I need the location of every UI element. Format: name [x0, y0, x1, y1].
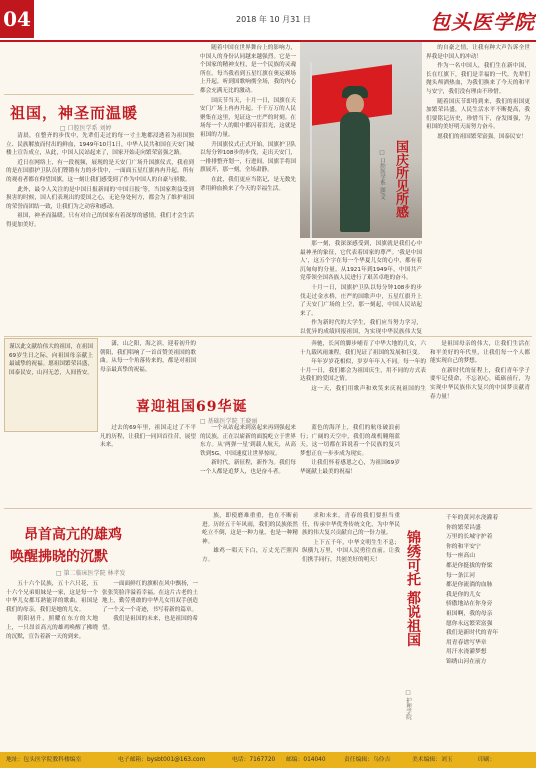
poem-line: 都是你流淌的血脉 — [446, 582, 493, 589]
article1-col2 — [200, 44, 296, 334]
article2-col2 — [200, 424, 296, 504]
intro-box — [4, 338, 98, 432]
intro-box-text: 谨以此文献给伟大的祖国，在祖国69岁生日之际，向祖国母亲献上最诚挚的祝福。愿祖国繁荣昌盛，国泰民安，山河无恙，人间皆安。 — [9, 344, 93, 376]
paragraph: 在新时代的征程上，我们青年学子要牢记使命，不忘初心，砥砺前行，为实现中华民族伟大复兴的中国梦贡献青春力量！ — [430, 367, 530, 400]
poem-line: 骄傲地站在你身旁 — [446, 601, 493, 608]
poem-line: 千年的黄河水浇灌着 — [446, 515, 499, 521]
poem-line: 每一座高山 — [446, 553, 475, 560]
article1-col3 — [300, 240, 422, 334]
article2-title: 喜迎祖国69华诞 — [136, 399, 248, 415]
poem-line: 锦绣山河在前方 — [446, 658, 487, 665]
paragraph: 过去的69年里，祖国走过了不平凡的历程，让我们一同回首往昔，展望未来。 — [100, 425, 196, 449]
paragraph: 五十六个民族，五十六只花，五十六个兄弟姐妹是一家，这是每一个中华儿女都耳熟能详的歌曲。祖国是我们的母亲，我们是她的儿女。 — [6, 581, 98, 613]
paragraph: 一面面鲜红的旗帜在风中飘扬，一张张笑脸洋溢着幸福。在这片古老的土地上，勤劳勇敢的中华儿女用双手创造了一个又一个奇迹，书写着新的篇章。 — [102, 581, 198, 613]
article1-col1 — [6, 132, 194, 332]
paragraph: 愿我们的祖国繁荣富强，国泰民安！ — [437, 133, 527, 140]
article1-title: 祖国，神圣而温暖 — [10, 104, 139, 122]
paragraph: 新时代，新征程，新作为。我们每一个人都是追梦人，也是奋斗者。 — [200, 460, 296, 475]
paragraph: 是祖国母亲的伟大，让我们生活在和平美好的年代里，让我们每一个人都能实现自己的梦想。 — [430, 341, 530, 365]
poem-line: 你的繁荣昌盛 — [446, 524, 481, 531]
article3-col1 — [6, 580, 98, 748]
poem-line: 我是你的儿女 — [446, 591, 481, 598]
paragraph: 族，即使磨难重重，也在不断前进。历经五千年风雨，我们的民族依然屹立不倒，这是一种力量，也是一种精神。 — [202, 513, 298, 545]
paragraph: 潇，山之阳，海之滨，迎着初升的朝阳，我们唱响了一首首赞美祖国的歌曲。从每一个角落传来的，都是对祖国母亲最真挚的祝福。 — [100, 341, 196, 373]
poem-line: 用青春谱写华章 — [446, 639, 487, 646]
article3-title-line2: 唤醒拂晓的沉默 — [10, 549, 108, 565]
paragraph: 让我们怀着感恩之心，为祖国69岁华诞献上最美的祝福！ — [300, 460, 400, 475]
divider — [4, 94, 194, 95]
poem-line: 每一条江河 — [446, 572, 475, 579]
poem-line: 你的和平安宁 — [446, 543, 481, 550]
article3-byline: □ 第二临床医学院 林孝发 — [56, 570, 126, 577]
article3-col2 — [102, 580, 198, 748]
paragraph: 随着中国在世界舞台上的影响力，中国人的身份认同越来越强烈。它是一个国家的精神支柱，是一个民族的灵魂所在。每当我看到五星红旗在奥运赛场上升起，听到国歌响彻全场，我的内心都会充满无比的激动。 — [200, 45, 296, 94]
paragraph: 此外，最令人关注的是中国日报新闻的‘中国日报’等，当国家利益受到损害的时候，国人们表现出的爱国之心，无论身处何方，都会为了维护祖国的荣誉而团结一致，让我们为之动容和感动。 — [6, 186, 194, 210]
paragraph: 升国旗仪式正式开始，国旗护卫队以每分钟108步的步伐，走出天安门，一排排整齐划一，行进间，国旗手将国旗展开，那一刻，全场肃静。 — [200, 141, 296, 174]
footer-art-editor: 美术编辑：刘玉 — [412, 757, 453, 763]
article1-byline: □ 口腔医学系 刘婷 — [60, 125, 112, 132]
photo-credit: □ 口腔医学系 图/文 — [379, 150, 385, 200]
article2-col3 — [300, 424, 400, 504]
photo-title: 国庆所见所感 — [393, 140, 408, 218]
article3-col4 — [302, 512, 400, 748]
poem-byline: □ 护理学院 — [405, 690, 411, 720]
issue-date: 2018 年 10 月31 日 — [236, 15, 311, 24]
paragraph: 这一天，我们用歌声和欢笑来庆祝祖国的生 — [311, 385, 426, 392]
paragraph: 祖国，神圣而温暖。只有对自己的国家有着深厚的感情，我们才会生活得更加美好。 — [6, 213, 194, 228]
paragraph: 求和未来。青春的我们要担当重任，传承中华优秀传统文化，为中华民族的伟大复兴贡献自己的一份力量。 — [302, 513, 400, 537]
footer-phone: 电话：7167720 — [232, 757, 276, 763]
section-divider — [4, 508, 532, 509]
poem-line: 我们是新时代的青年 — [446, 630, 499, 637]
paragraph: 朝阳初升，照耀在东方的大地上，一只昂首高亢的雄鸡唤醒了拂晓的沉默，宣告着新一天的到来。 — [6, 616, 98, 640]
paragraph: 清晨，在整齐的步伐中，先辈们走过的每一寸土地都浸透着为祖国独立、民族解放而付出的鲜血，1949年10月1日，中华人民共和国在天安门城楼上宣告成立，从此，中国人民站起来了，国家开始走向繁荣富强之路。 — [6, 133, 194, 157]
poem-line: 愿你永远繁荣富强 — [446, 620, 493, 627]
footer-postcode: 邮编：014040 — [286, 757, 326, 763]
guard-head — [346, 94, 364, 114]
paragraph: 作为新时代的大学生，我们应当努力学习，以优异的成绩回报祖国，为实现中华民族伟大复 — [300, 320, 422, 334]
paragraph: 国庆节当天，十月一日，国旗在天安门广场上冉冉升起。千千万万的人民聚集在这里，见证这一庄严的时刻。在场每一个人的眼中都闪着泪光，这就是祖国的力量。 — [200, 97, 296, 138]
article2-col1b — [100, 424, 196, 504]
footer-bar — [0, 752, 536, 768]
paragraph: 十月一日，国旗护卫队以每分钟108步的步伐走过金水桥，庄严的国歌声中，五星红旗升上了天安门广场的上空，那一刻起，中国人民站起来了。 — [300, 284, 422, 317]
paragraph: 蓝色的海洋上，我们的航母破浪前行；广阔的天空中，我们的战机翱翔蓝天。这一切都在诉说着一个民族的复兴梦想正在一步步成为现实。 — [300, 425, 400, 457]
article2-col1 — [100, 340, 196, 392]
paragraph: 近日在网络上，有一段视频，展现的是天安门广场升国旗仪式，我看到的是在国旗护卫队员们铿锵有力的步伐中，一面面五星红旗冉冉升起，所有的观看者都在仰望国旗，这一刻让我们感受到了作为中国人的自豪与骄傲。 — [6, 159, 194, 183]
paragraph: 奔驰，长河的脚步哺育了中华大地的儿女，六十九载风雨兼程，我们见证了祖国的发展和巨变。 — [300, 341, 426, 356]
article3-title-line1: 昂首高亢的雄鸡 — [24, 527, 122, 543]
poem-line: 祖国啊，我的母亲 — [446, 610, 493, 617]
footer-address: 地址：包头医学院教科楼编室 — [6, 757, 82, 763]
footer-print: 印刷： — [478, 757, 496, 763]
section-divider — [4, 336, 532, 337]
page-number: 04 — [0, 0, 34, 38]
article2-col4 — [300, 340, 426, 392]
paragraph: 随着国庆节即将到来，我们的祖国更加繁荣昌盛，人民生活水平不断提高，我们要铭记历史，珍惜当下，奋发图强，为祖国的美好明天而努力奋斗。 — [426, 98, 530, 131]
poem-title: 锦绣可托 都说祖国 — [405, 530, 421, 647]
article3-col3 — [202, 512, 298, 748]
poem-lines — [446, 514, 532, 748]
paragraph: 雄鸡一唱天下白，万丈光芒照四方。 — [202, 548, 298, 563]
paragraph: 一个从站起来到富起来再到强起来的民族，正在以崭新的面貌屹立于世界东方。从‘两弹一星’到载人航天，从高铁到5G，中国速度让世界惊叹。 — [200, 425, 296, 457]
paragraph: 的自豪之情，让我有种大声告诉全世界我是中国人的冲动！ — [426, 45, 530, 60]
article1-col4 — [426, 44, 530, 334]
article2-byline: □ 基础医学院 王晓丽 — [200, 418, 258, 425]
paragraph: 那一刻，我深深感受到，国旗就是我们心中最神圣的象征，它代表着国家的尊严。‘我是中国人’，这五个字在每一个华夏儿女的心中，都有着沉甸甸的分量。从1921年到1949年，中国共产党带领全国各族人民进行了艰苦卓绝的奋斗。 — [300, 241, 422, 282]
footer-email: 电子邮箱：bysbt001@163.com — [118, 757, 206, 763]
paragraph: 在此，我们更应当铭记，是无数先辈用鲜血换来了今天的幸福生活。 — [200, 176, 296, 192]
article2-col5 — [430, 340, 530, 504]
poem-line: 万里的长城守护着 — [446, 534, 493, 541]
paragraph: 我们是祖国的未来，也是祖国的希望。 — [102, 616, 198, 631]
paragraph: 年年岁岁花相似，岁岁年年人不同。每一年的十月一日，我们都会为祖国庆生，用不同的方式表达我们的爱国之情。 — [300, 359, 426, 383]
poem-line: 都是你挺拔的脊梁 — [446, 562, 493, 569]
guard-figure — [340, 112, 370, 232]
poem-line: 用汗水浇灌梦想 — [446, 649, 487, 656]
masthead-logo: 包头医学院 — [430, 10, 535, 34]
paragraph: 作为一名中国人，我们生在新中国，长在红旗下，我们是幸福的一代。先辈们抛头颅洒热血，为我们换来了今天的和平与安宁，我们没有理由不珍惜。 — [426, 63, 530, 95]
footer-editor: 责任编辑：乌伶吉 — [344, 757, 391, 763]
paragraph: 上下五千年，中华文明生生不息；纵横九万里，中国人民勇往直前。让我们携手同行，共创美好的明天！ — [302, 539, 400, 563]
